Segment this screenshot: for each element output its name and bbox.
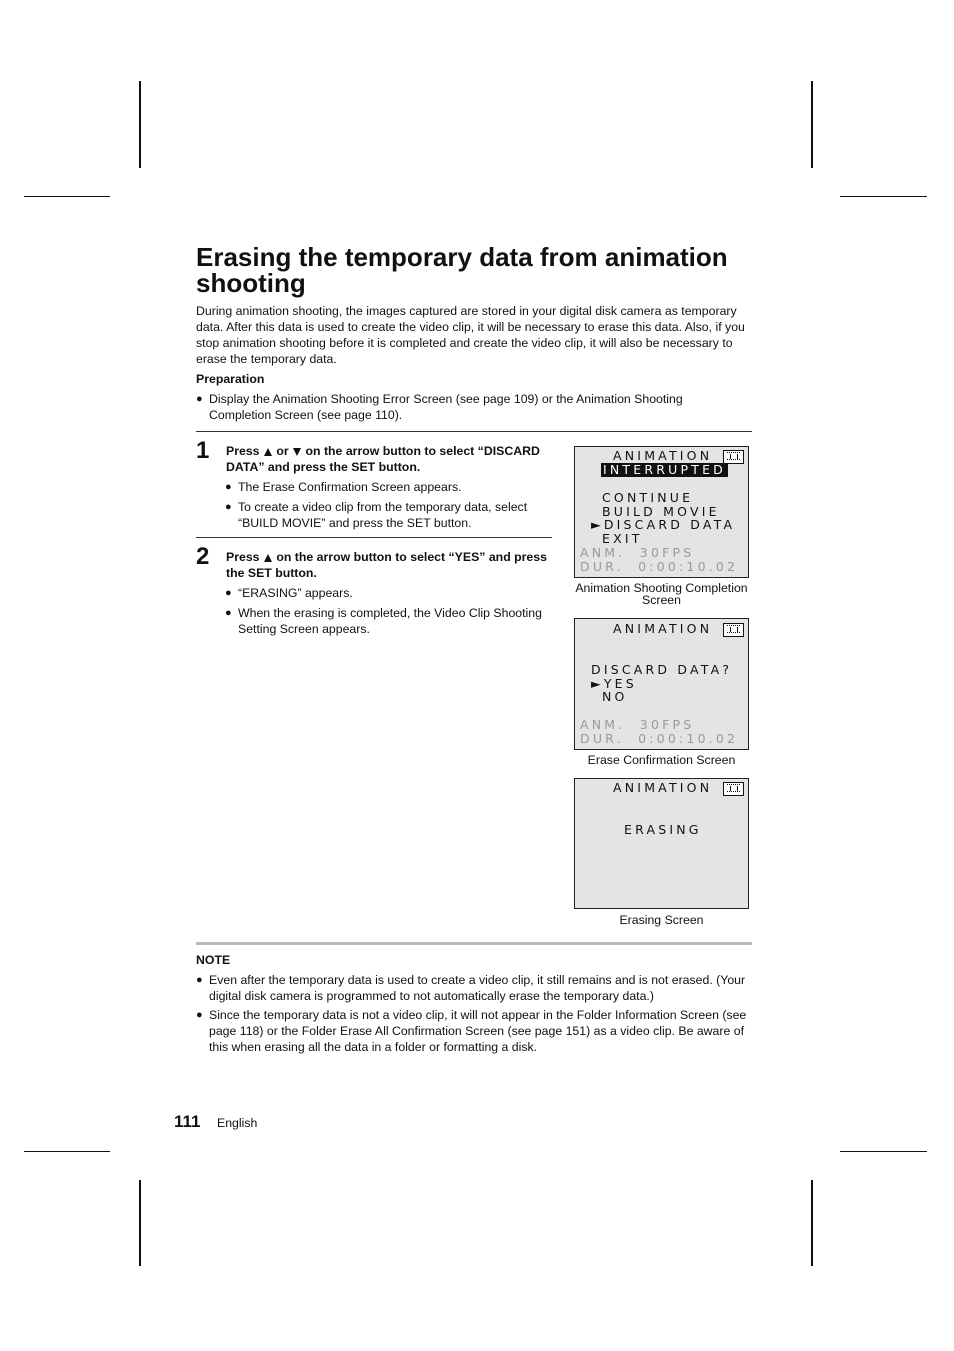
lcd-line: ►YES: [591, 676, 637, 691]
list-item: [225, 605, 552, 637]
lcd-line: CONTINUE: [602, 490, 694, 505]
bullet-dot-icon: ●: [225, 587, 232, 599]
crop-mark: [139, 1180, 141, 1266]
lcd-line-highlighted: INTERRUPTED: [603, 462, 726, 477]
erasing-screen-lcd: [574, 778, 749, 909]
step-instruction: [226, 549, 552, 581]
step-number: 1: [196, 437, 210, 464]
page-number: 111: [174, 1112, 201, 1131]
page-language: English: [217, 1116, 258, 1130]
lcd-line: ANIMATION: [613, 780, 713, 795]
note-item-text: Even after the temporary data is used to create a video clip, it still remains and is not erased. (Your digital disk camera is programmed to not automatically erase the temporary data.): [209, 973, 746, 1003]
instruction-text: or: [276, 444, 289, 458]
instruction-text: on the arrow button to select “DISCARD DATA” and press the SET button.: [226, 444, 540, 474]
list-item: [225, 499, 552, 531]
step-1: [196, 437, 552, 535]
film-frame-icon: [723, 623, 744, 637]
bullet-dot-icon: ●: [196, 393, 203, 405]
lcd-line: ANM. 30FPS: [580, 717, 695, 732]
lcd-line: ANIMATION: [613, 448, 713, 463]
list-item: [225, 479, 552, 495]
preparation-list: [196, 391, 716, 423]
lcd-line: ERASING: [624, 822, 702, 837]
step-items: [225, 585, 552, 637]
screen-caption: Erasing Screen: [619, 913, 704, 927]
step-item-text: When the erasing is completed, the Video Clip Shooting Setting Screen appears.: [238, 606, 542, 636]
note-item-text: Since the temporary data is not a video clip, it will not appear in the Folder Information Screen (see page 118) or the Folder Erase All Confirmation Screen (see page 151) as a video clip. Be aware of this when erasing all the data in a folder or formatting a disk.: [209, 1008, 747, 1054]
note-list: [196, 972, 752, 1058]
list-item: [196, 1007, 752, 1055]
instruction-text: Press: [226, 444, 260, 458]
step-item-text: “ERASING” appears.: [238, 586, 353, 600]
erase-confirmation-screen-lcd: [574, 618, 749, 750]
bullet-dot-icon: ●: [225, 481, 232, 493]
list-item: [196, 391, 716, 423]
crop-mark: [24, 1151, 110, 1152]
film-frame-icon: [723, 450, 744, 464]
lcd-line: DUR. 0:00:10.02: [580, 559, 739, 574]
instruction-text: Press: [226, 550, 260, 564]
bullet-dot-icon: ●: [225, 501, 232, 513]
completion-screen-lcd: [574, 446, 749, 578]
section-divider: [196, 431, 752, 432]
step-divider: [196, 537, 552, 538]
lcd-line: BUILD MOVIE: [602, 504, 720, 519]
lcd-line: DISCARD DATA?: [591, 662, 733, 677]
note-divider: [196, 942, 752, 945]
crop-mark: [811, 1180, 813, 1266]
crop-mark: [811, 81, 813, 168]
step-2: [196, 543, 552, 641]
step-number: 2: [196, 543, 210, 570]
lcd-line: NO: [602, 689, 628, 704]
down-arrow-icon: [293, 448, 301, 456]
note-heading: NOTE: [196, 953, 231, 967]
crop-mark: [840, 196, 927, 197]
crop-mark: [840, 1151, 927, 1152]
instruction-text: on the arrow button to select “YES” and press the SET button.: [226, 550, 547, 580]
preparation-item-text: Display the Animation Shooting Error Screen (see page 109) or the Animation Shooting Completion Screen (see page 110).: [209, 392, 683, 422]
bullet-dot-icon: ●: [196, 974, 203, 986]
up-arrow-icon: [264, 448, 272, 456]
step-item-text: The Erase Confirmation Screen appears.: [238, 480, 462, 494]
lcd-line: ►DISCARD DATA: [591, 517, 736, 532]
step-item-text: To create a video clip from the temporary data, select “BUILD MOVIE” and press the SET button.: [238, 500, 528, 530]
lcd-line: ANIMATION: [613, 621, 713, 636]
list-item: [196, 972, 752, 1004]
crop-mark: [139, 81, 141, 168]
bullet-dot-icon: ●: [196, 1009, 203, 1021]
lcd-line: ANM. 30FPS: [580, 545, 695, 560]
screen-caption: Erase Confirmation Screen: [587, 753, 736, 767]
lcd-line: DUR. 0:00:10.02: [580, 731, 739, 746]
page-title: Erasing the temporary data from animation shooting: [196, 242, 728, 298]
preparation-heading: Preparation: [196, 372, 265, 386]
step-instruction: [226, 443, 552, 475]
screen-caption: Animation Shooting Completion Screen: [575, 581, 748, 607]
bullet-dot-icon: ●: [225, 607, 232, 619]
lcd-line: EXIT: [602, 531, 643, 546]
up-arrow-icon: [264, 554, 272, 562]
film-frame-icon: [723, 782, 744, 796]
intro-paragraph: During animation shooting, the images captured are stored in your digital disk camera as temporary data. After this data is used to create the video clip, it will be necessary to erase this data. Also, if you stop animation shooting before it is completed and create the video clip, it will also be necessary to erase the temporary data.: [196, 304, 745, 366]
crop-mark: [24, 196, 110, 197]
list-item: [225, 585, 552, 601]
step-items: [225, 479, 552, 531]
